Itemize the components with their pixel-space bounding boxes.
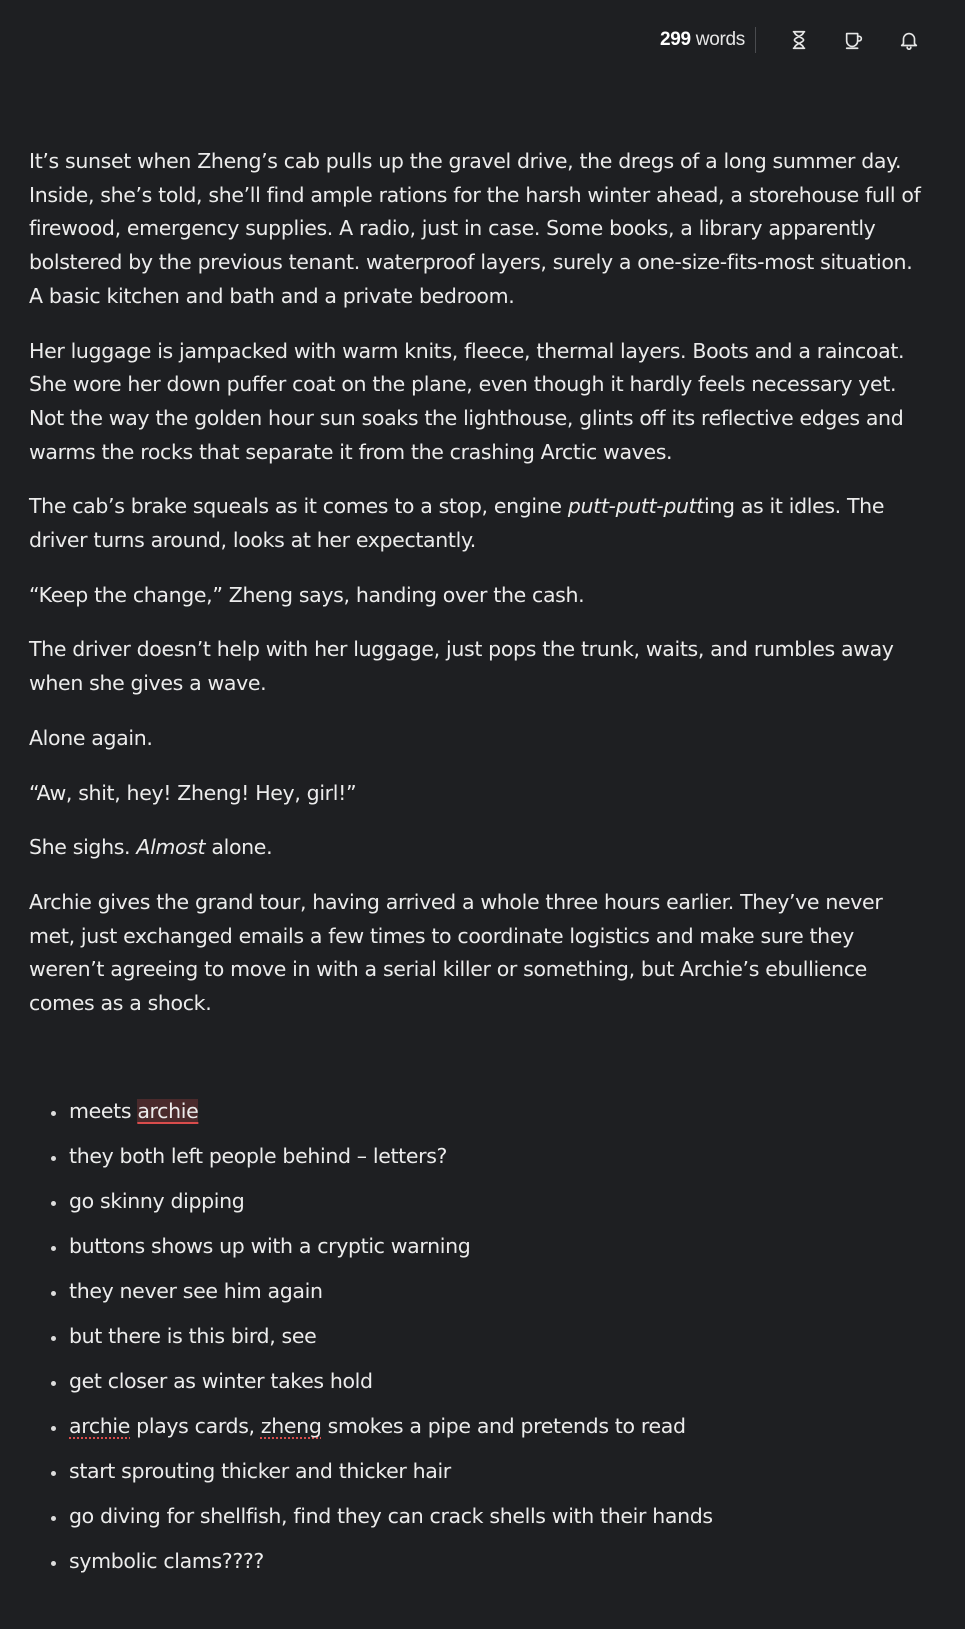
list-item: they both left people behind – letters?: [29, 1134, 713, 1179]
spelling-flag[interactable]: zheng: [260, 1414, 322, 1438]
story-editor[interactable]: [29, 145, 929, 1042]
spelling-flag[interactable]: archie: [137, 1099, 199, 1123]
word-count-number: 299: [660, 29, 691, 50]
text-run: smokes a pipe and pretends to read: [321, 1414, 686, 1438]
text-run: The cab’s brake squeals as it comes to a stop, engine: [29, 494, 568, 519]
list-item: go diving for shellfish, find they can crack shells with their hands: [29, 1494, 713, 1539]
paragraph: [29, 831, 929, 865]
word-count[interactable]: [660, 27, 756, 53]
list-item: go skinny dipping: [29, 1179, 713, 1224]
list-item: get closer as winter takes hold: [29, 1359, 713, 1404]
list-item: symbolic clams????: [29, 1539, 713, 1584]
paragraph: Her luggage is jampacked with warm knits, fleece, thermal layers. Boots and a raincoat. She wore her down puffer coat on the plane, even though it hardly feels necessary yet. Not the way the golden hour sun soaks the lighthouse, glints off its reflective edges and warms the rocks that separate it from the crashing Arctic waves.: [29, 338, 905, 464]
hourglass-icon[interactable]: [787, 28, 811, 52]
text-run: meets: [69, 1099, 138, 1123]
text-run: alone.: [205, 835, 273, 860]
text-run: She sighs.: [29, 835, 137, 860]
paragraph: The driver doesn’t help with her luggage, just pops the trunk, waits, and rumbles away when she gives a wave.: [29, 637, 894, 696]
paragraph: Alone again.: [29, 725, 153, 750]
paragraph: It’s sunset when Zheng’s cab pulls up the gravel drive, the dregs of a long summer day. Inside, she’s told, she’ll find ample rations for the harsh winter ahead, a storehouse full of firewood, emergency supplies. A radio, just in case. Some books, a library apparently bolstered by the previous tenant. waterproof layers, surely a one-size-fits-most situation. A basic kitchen and bath and a private bedroom.: [29, 149, 921, 308]
coffee-cup-icon[interactable]: [842, 28, 866, 52]
list-item: they never see him again: [29, 1269, 713, 1314]
list-item: buttons shows up with a cryptic warning: [29, 1224, 713, 1269]
notes-list[interactable]: [29, 1099, 713, 1604]
top-toolbar: [660, 26, 921, 54]
paragraph: “Aw, shit, hey! Zheng! Hey, girl!”: [29, 780, 357, 805]
text-run: ing as it idles. The driver turns around, looks at her expectantly.: [29, 494, 885, 553]
word-count-label: words: [690, 29, 745, 50]
spelling-flag[interactable]: archie: [69, 1414, 131, 1438]
list-item: start sprouting thicker and thicker hair: [29, 1449, 713, 1494]
paragraph: [29, 490, 929, 557]
list-item: but there is this bird, see: [29, 1314, 713, 1359]
list-item: [29, 1404, 713, 1449]
paragraph: “Keep the change,” Zheng says, handing over the cash.: [29, 582, 585, 607]
paragraph: Archie gives the grand tour, having arrived a whole three hours earlier. They’ve never met, just exchanged emails a few times to coordinate logistics and make sure they weren’t agreeing to move in with a serial killer or something, but Archie’s ebullience comes as a shock.: [29, 889, 883, 1016]
italic-text: putt-putt-putt: [567, 494, 704, 519]
italic-text: Almost: [136, 835, 206, 860]
list-item: [29, 1089, 713, 1134]
bell-icon[interactable]: [897, 28, 921, 52]
text-run: plays cards,: [130, 1414, 261, 1438]
